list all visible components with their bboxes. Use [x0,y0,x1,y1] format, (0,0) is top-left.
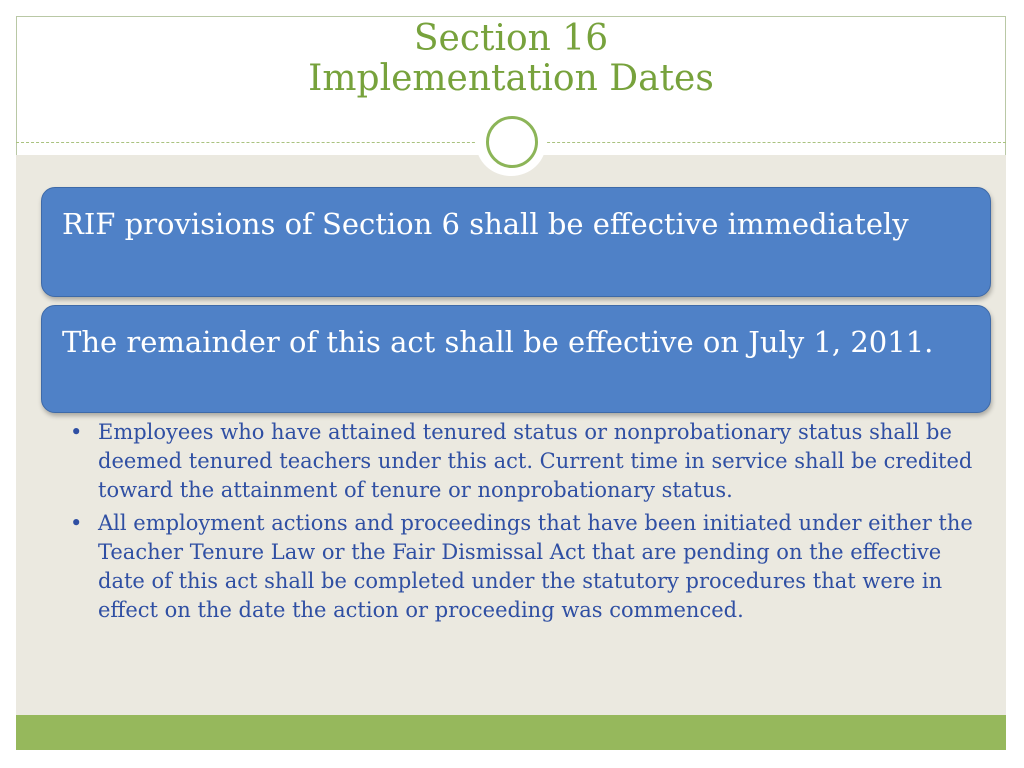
rif-provisions-text: RIF provisions of Section 6 shall be effective immediately [62,207,909,241]
rif-provisions-box [41,187,991,297]
bullet-text-pending-actions: All employment actions and proceedings that have been initiated under either the Teacher Tenure Law or the Fair Dismissal Act that are pending on the effective date of this act shall be completed under the statutory procedures that were in effect on the date the action or proceeding was commenced. [98,511,973,622]
bullet-icon: • [70,511,83,535]
bullet-item-tenured-status [70,418,975,505]
circle-ornament-icon [486,116,538,168]
slide-title-line-2: Implementation Dates [308,58,714,99]
bullet-item-pending-actions [70,509,975,625]
effective-date-box [41,305,991,413]
bullet-list [70,418,975,629]
footer-bar [16,715,1006,750]
slide-title-line-1: Section 16 [413,18,609,59]
bullet-icon: • [70,420,83,444]
bullet-text-tenured-status: Employees who have attained tenured status or nonprobationary status shall be deemed tenured teachers under this act. Current time in service shall be credited toward the attainment of tenure or nonprobationary status. [98,420,973,502]
effective-date-text: The remainder of this act shall be effective on July 1, 2011. [62,325,934,359]
